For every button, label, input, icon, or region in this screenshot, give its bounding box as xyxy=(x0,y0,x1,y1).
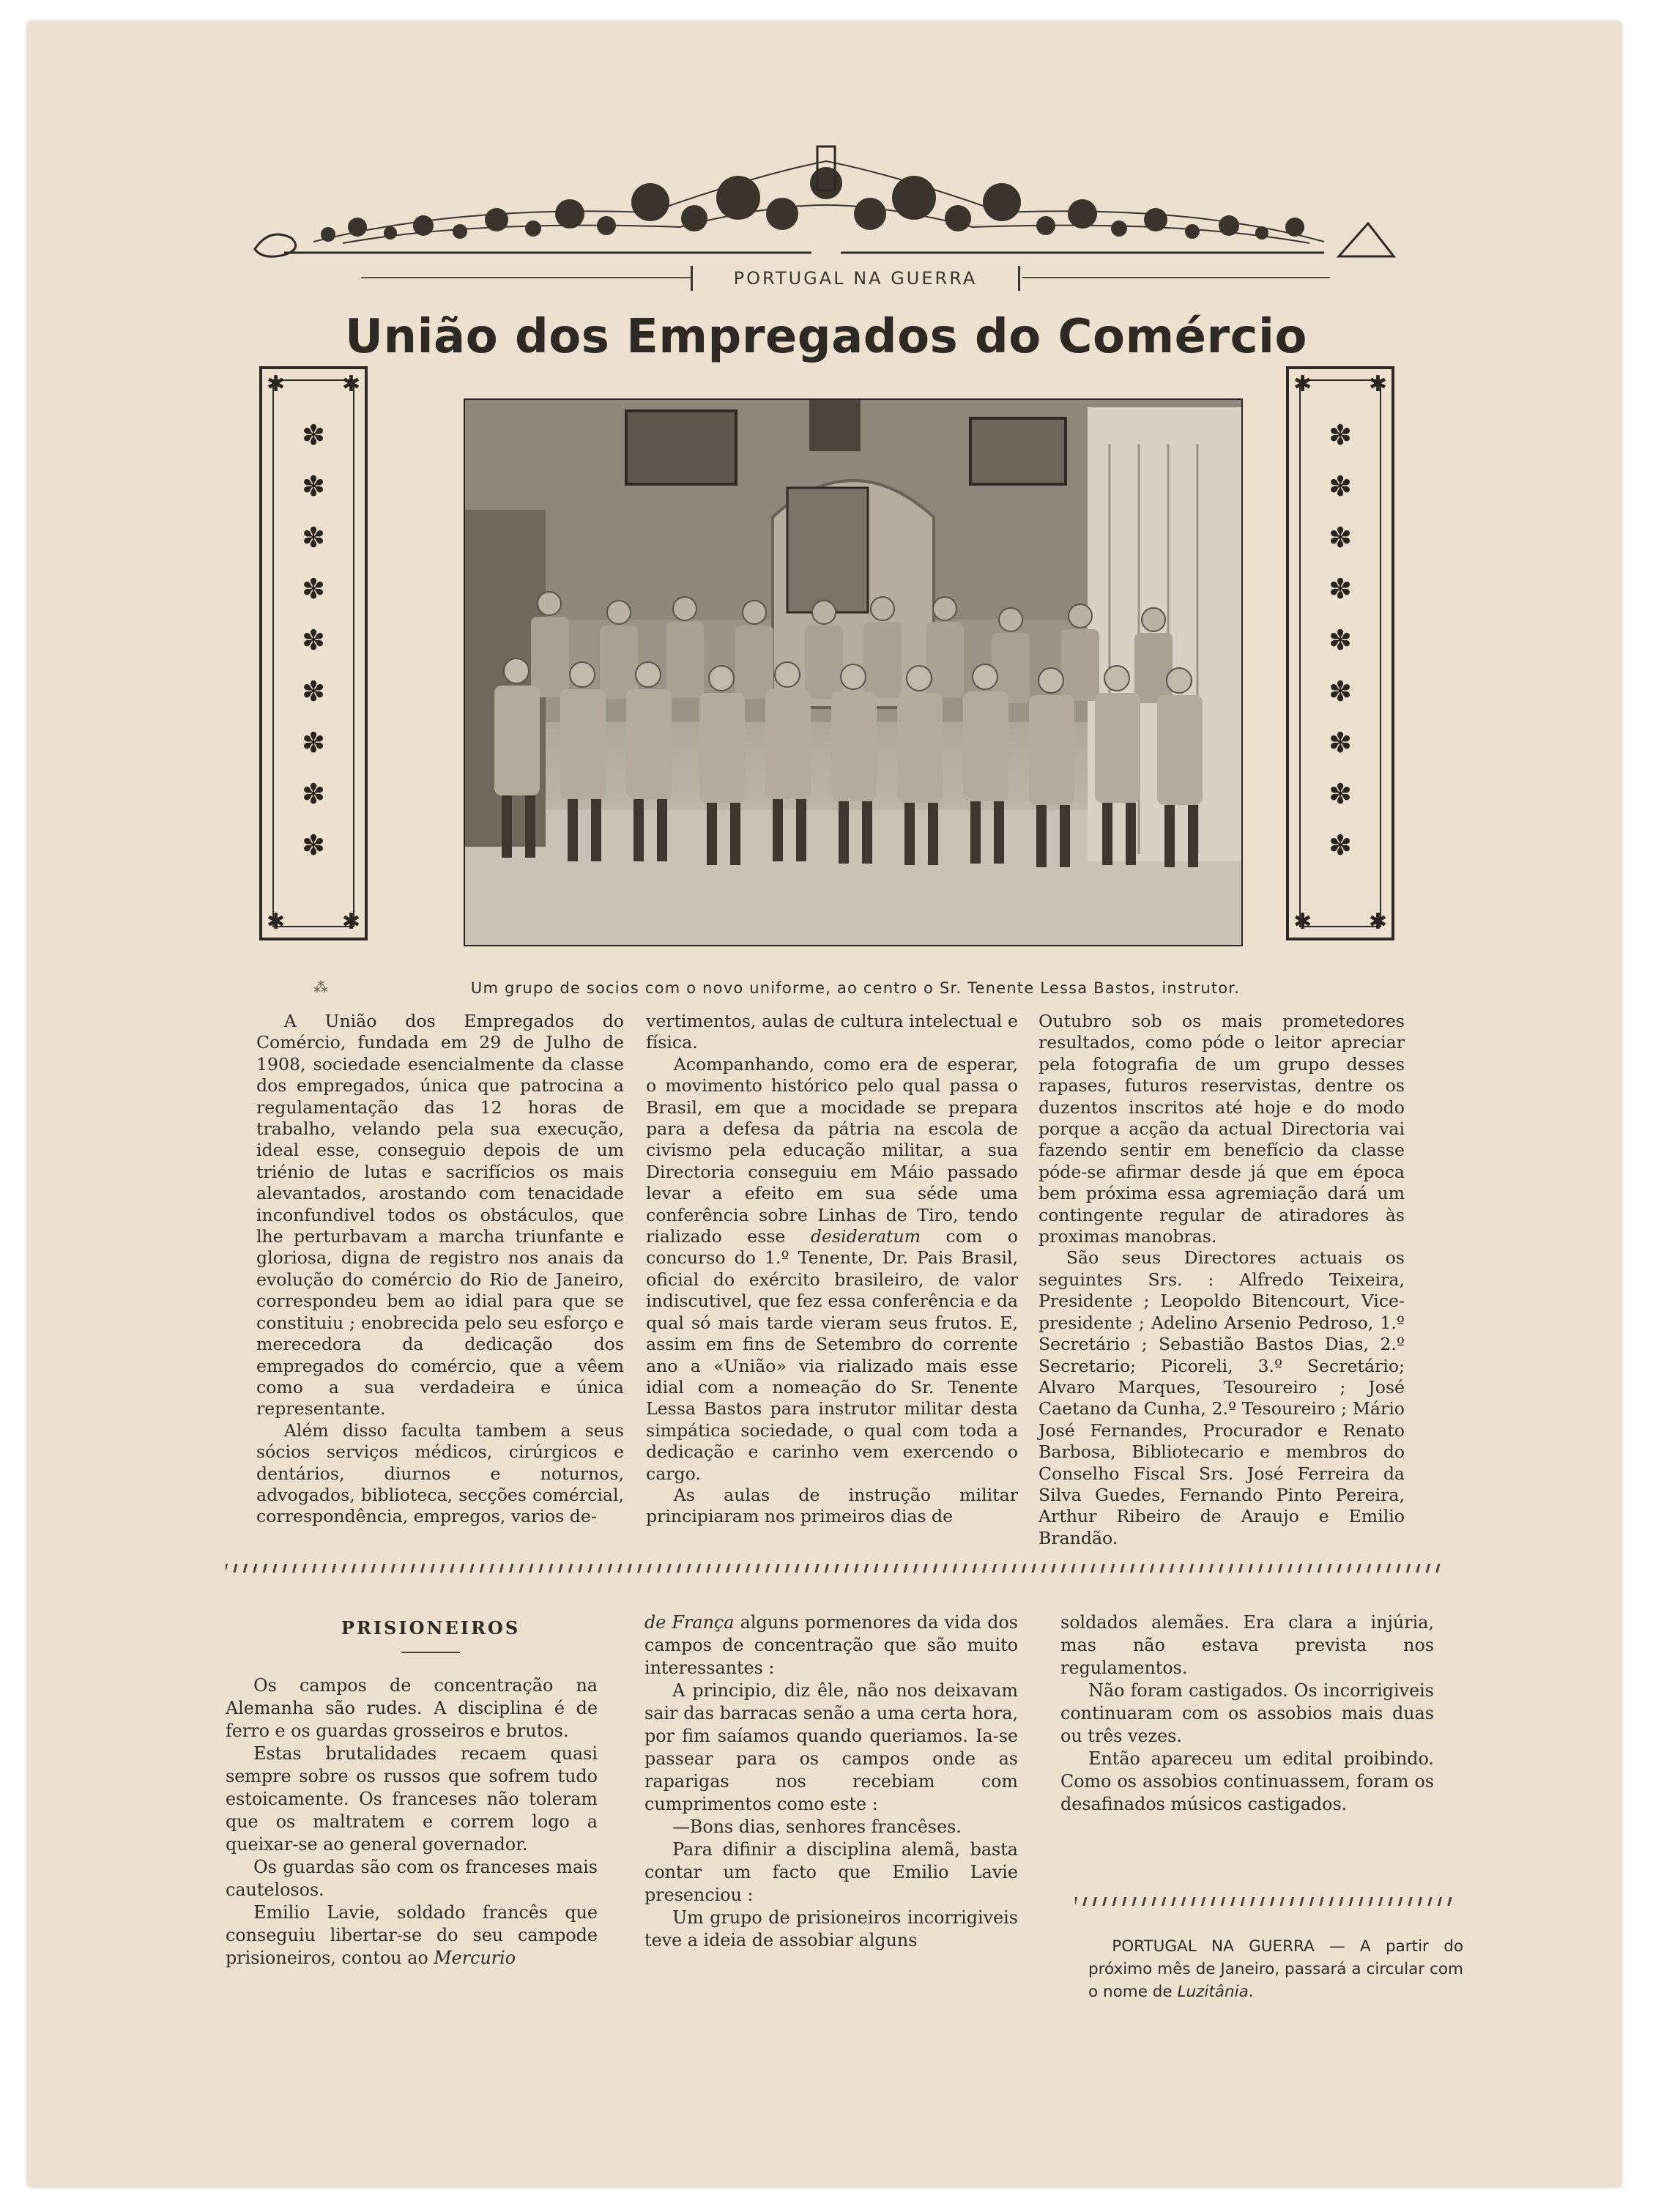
paragraph: A principio, diz êle, não nos deixavam sair das barracas senão a uma certa hora, por fim saíamos quando queriamos. Ia-se passear para os campos onde as raparigas nos recebiam com cumprimentos como este : xyxy=(644,1680,1018,1814)
prisoneiros-column-1 xyxy=(226,1674,598,1970)
paragraph: Não foram castigados. Os incorrigiveis continuaram com os assobios mais duas ou três vezes. xyxy=(1060,1680,1434,1746)
paragraph: São seus Directores actuais os seguintes Srs. : Alfredo Teixeira, Presidente ; Leopoldo Bitencourt, Vice-presidente ; Adelino Arsenio Pedroso, 1.º Secretário ; Sebastião Bastos Dias, 2.º Secretario; Picoreli, 3.º Secretário; Alvaro Marques, Tesoureiro ; José Caetano da Cunha, 2.º Tesoureiro ; Mário José Fernandes, Procurador e Renato Barbosa, Bibliotecario e membros do Conselho Fiscal Srs. José Ferreira da Silva Guedes, Fernando Pinto Pereira, Arthur Ribeiro de Araujo e Emilio Brandão. xyxy=(1039,1247,1405,1548)
right-ornament-panel xyxy=(1286,366,1394,940)
header-rule-left xyxy=(361,277,691,278)
flower-icon: ✱ xyxy=(267,371,286,397)
section-heading: PRISIONEIROS xyxy=(341,1617,521,1638)
flower-icon: ✽ xyxy=(302,522,325,554)
notice-text xyxy=(1088,1935,1463,2003)
photo-caption: Um grupo de socios com o novo uniforme, ao centro o Sr. Tenente Lessa Bastos, instrutor. xyxy=(470,979,1241,997)
paragraph: —Bons dias, senhores francêses. xyxy=(672,1816,962,1837)
paragraph: Então apareceu um edital proibindo. Como os assobios continuassem, foram os desafinados músicos castigados. xyxy=(1060,1748,1434,1814)
paragraph: Para difinir a disciplina alemã, basta contar um facto que Emilio Lavie presenciou : xyxy=(644,1839,1018,1905)
text-run: Acompanhando, como era de esperar, o movimento histórico pelo qual passa o Brasil, em que a mocidade se prepara para a defesa da pátria na escola de civismo pela educação militar, a sua Directoria conseguiu em Máio passado levar a efeito em sua séde uma conferência sobre Linhas de Tiro, tendo rializado esse xyxy=(646,1053,1018,1247)
paragraph: Os campos de concentração na Alemanha são rudes. A disciplina é de ferro e os guardas grosseiros e brutos. xyxy=(226,1675,598,1741)
flower-icon: ✽ xyxy=(302,675,325,708)
notice-box xyxy=(1088,1935,1463,2003)
prisoneiros-column-3 xyxy=(1060,1611,1434,1816)
prisoneiros-column-2 xyxy=(644,1611,1018,1952)
flower-icon: ✽ xyxy=(302,573,325,605)
article-column-1 xyxy=(256,1011,624,1528)
decorative-scribble-icon: ⁂ xyxy=(313,979,328,996)
flower-icon: ✽ xyxy=(1329,624,1352,656)
flower-icon: ✱ xyxy=(1293,371,1312,397)
left-ornament-panel xyxy=(259,366,368,940)
text-run: com o concurso do 1.º Tenente, Dr. Pais Brasil, oficial do exército brasileiro, de valor indiscutivel, que fez essa conferência e da qual só mais tarde vieram seus frutos. E, assim em fins de Setembro do corrente ano a «União» via rializado mais esse idial com a nomeação do Sr. Tenente Lessa Bastos para instrutor militar desta simpática sociedade, o qual com toda a dedicação e carinho vem exercendo o cargo. xyxy=(646,1226,1018,1484)
flower-icon: ✽ xyxy=(302,727,325,759)
italic-text: de França xyxy=(644,1612,735,1633)
paragraph: Estas brutalidades recaem quasi sempre sobre os russos que sofrem tudo estoicamente. Os franceses não toleram que os maltratem e correm logo a queixar-se ao general governador. xyxy=(226,1743,598,1855)
flower-icon: ✱ xyxy=(1368,909,1387,935)
flower-icon: ✽ xyxy=(302,624,325,656)
flower-icon: ✱ xyxy=(341,371,360,397)
paragraph: Outubro sob os mais prometedores resultados, como póde o leitor apreciar pela fotografia de um grupo desses rapases, futuros reservistas, dentre os duzentos inscritos até hoje e do modo porque a acção da actual Directoria vai fazendo sentir em benefício da classe póde-se afirmar desde já que em época bem próxima essa agremiação dará um contingente regular de atiradores às proximas manobras. xyxy=(1039,1011,1405,1247)
flower-icon: ✽ xyxy=(302,778,325,810)
paragraph xyxy=(646,1054,1018,1485)
running-head: PORTUGAL NA GUERRA xyxy=(733,268,978,289)
flower-icon: ✱ xyxy=(341,909,360,935)
text-run: alguns pormenores da vida dos campos de concentração que são muito interessantes : xyxy=(644,1612,1018,1678)
article-title: União dos Empregados do Comércio xyxy=(345,310,1307,364)
header-rule-bar xyxy=(1018,266,1020,291)
flower-icon: ✽ xyxy=(1329,419,1352,451)
italic-text: Mercurio xyxy=(434,1948,516,1968)
text-run: Emilio Lavie, soldado francês que conseguiu libertar-se do seu campode prisioneiros, contou ao xyxy=(226,1902,598,1968)
flower-icon: ✽ xyxy=(302,470,325,502)
flower-icon: ✽ xyxy=(1329,470,1352,502)
article-column-3 xyxy=(1039,1011,1405,1549)
article-column-2 xyxy=(646,1011,1018,1528)
text-run: . xyxy=(1248,1983,1254,2001)
flower-icon: ✱ xyxy=(1293,909,1312,935)
paragraph xyxy=(226,1901,598,1970)
flower-icon: ✱ xyxy=(1368,371,1387,397)
text-run: PORTUGAL NA GUERRA — A partir do próximo mês de Janeiro, passará a circular com o nome de xyxy=(1088,1937,1463,2001)
heading-rule xyxy=(401,1652,460,1653)
paragraph: Além disso faculta tambem a seus sócios serviços médicos, cirúrgicos e dentários, diurnos e noturnos, advogados, biblioteca, secções comércial, correspondência, empregos, varios de- xyxy=(256,1419,624,1527)
paragraph: soldados alemães. Era clara a injúria, mas não estava prevista nos regulamentos. xyxy=(1060,1612,1434,1678)
paragraph: A União dos Empregados do Comércio, fundada em 29 de Julho de 1908, sociedade esencialmente da classe dos empregados, única que patrocina a regulamentação das 12 horas de trabalho, velando pela sua execução, ideal esse, conseguio depois de um triénio de lutas e sacrifícios os mais alevantados, arostando com tenacidade inconfundivel todos os obstáculos, que lhe perturbavam a marcha triunfante e gloriosa, digna de registro nos anais da evolução do comércio do Rio de Janeiro, correspondeu bem ao idial para que se constituiu ; enobrecida pelo seu esforço e merecedora da dedicação dos empregados do comércio, que a vêem como a sua verdadeira e única representante. xyxy=(256,1011,624,1419)
section-divider xyxy=(226,1564,1445,1573)
italic-text: Luzitânia xyxy=(1177,1983,1249,2001)
flower-icon: ✽ xyxy=(1329,675,1352,708)
header-rule-bar xyxy=(691,266,693,291)
flower-icon: ✱ xyxy=(267,909,286,935)
paragraph: vertimentos, aulas de cultura intelectual e física. xyxy=(646,1011,1018,1053)
photo-illustration xyxy=(465,400,1241,945)
flower-icon: ✽ xyxy=(302,419,325,451)
flower-icon: ✽ xyxy=(302,829,325,861)
paragraph xyxy=(644,1611,1018,1680)
flower-icon: ✽ xyxy=(1329,829,1352,861)
flower-icon: ✽ xyxy=(1329,727,1352,759)
group-photograph xyxy=(464,398,1243,946)
flower-icon: ✽ xyxy=(1329,778,1352,810)
flower-icon: ✽ xyxy=(1329,522,1352,554)
newspaper-page xyxy=(28,22,1621,2186)
paragraph: Os guardas são com os franceses mais cautelosos. xyxy=(226,1857,598,1900)
italic-text: desideratum xyxy=(810,1226,921,1247)
notice-divider xyxy=(1075,1897,1456,1906)
paragraph: Um grupo de prisioneiros incorrigiveis teve a ideia de assobiar alguns xyxy=(644,1907,1018,1951)
paragraph: As aulas de instrução militar principiaram nos primeiros dias de xyxy=(646,1484,1018,1527)
flower-icon: ✽ xyxy=(1329,573,1352,605)
floral-header-ornament xyxy=(240,132,1412,278)
header-rule-right xyxy=(1022,277,1330,278)
